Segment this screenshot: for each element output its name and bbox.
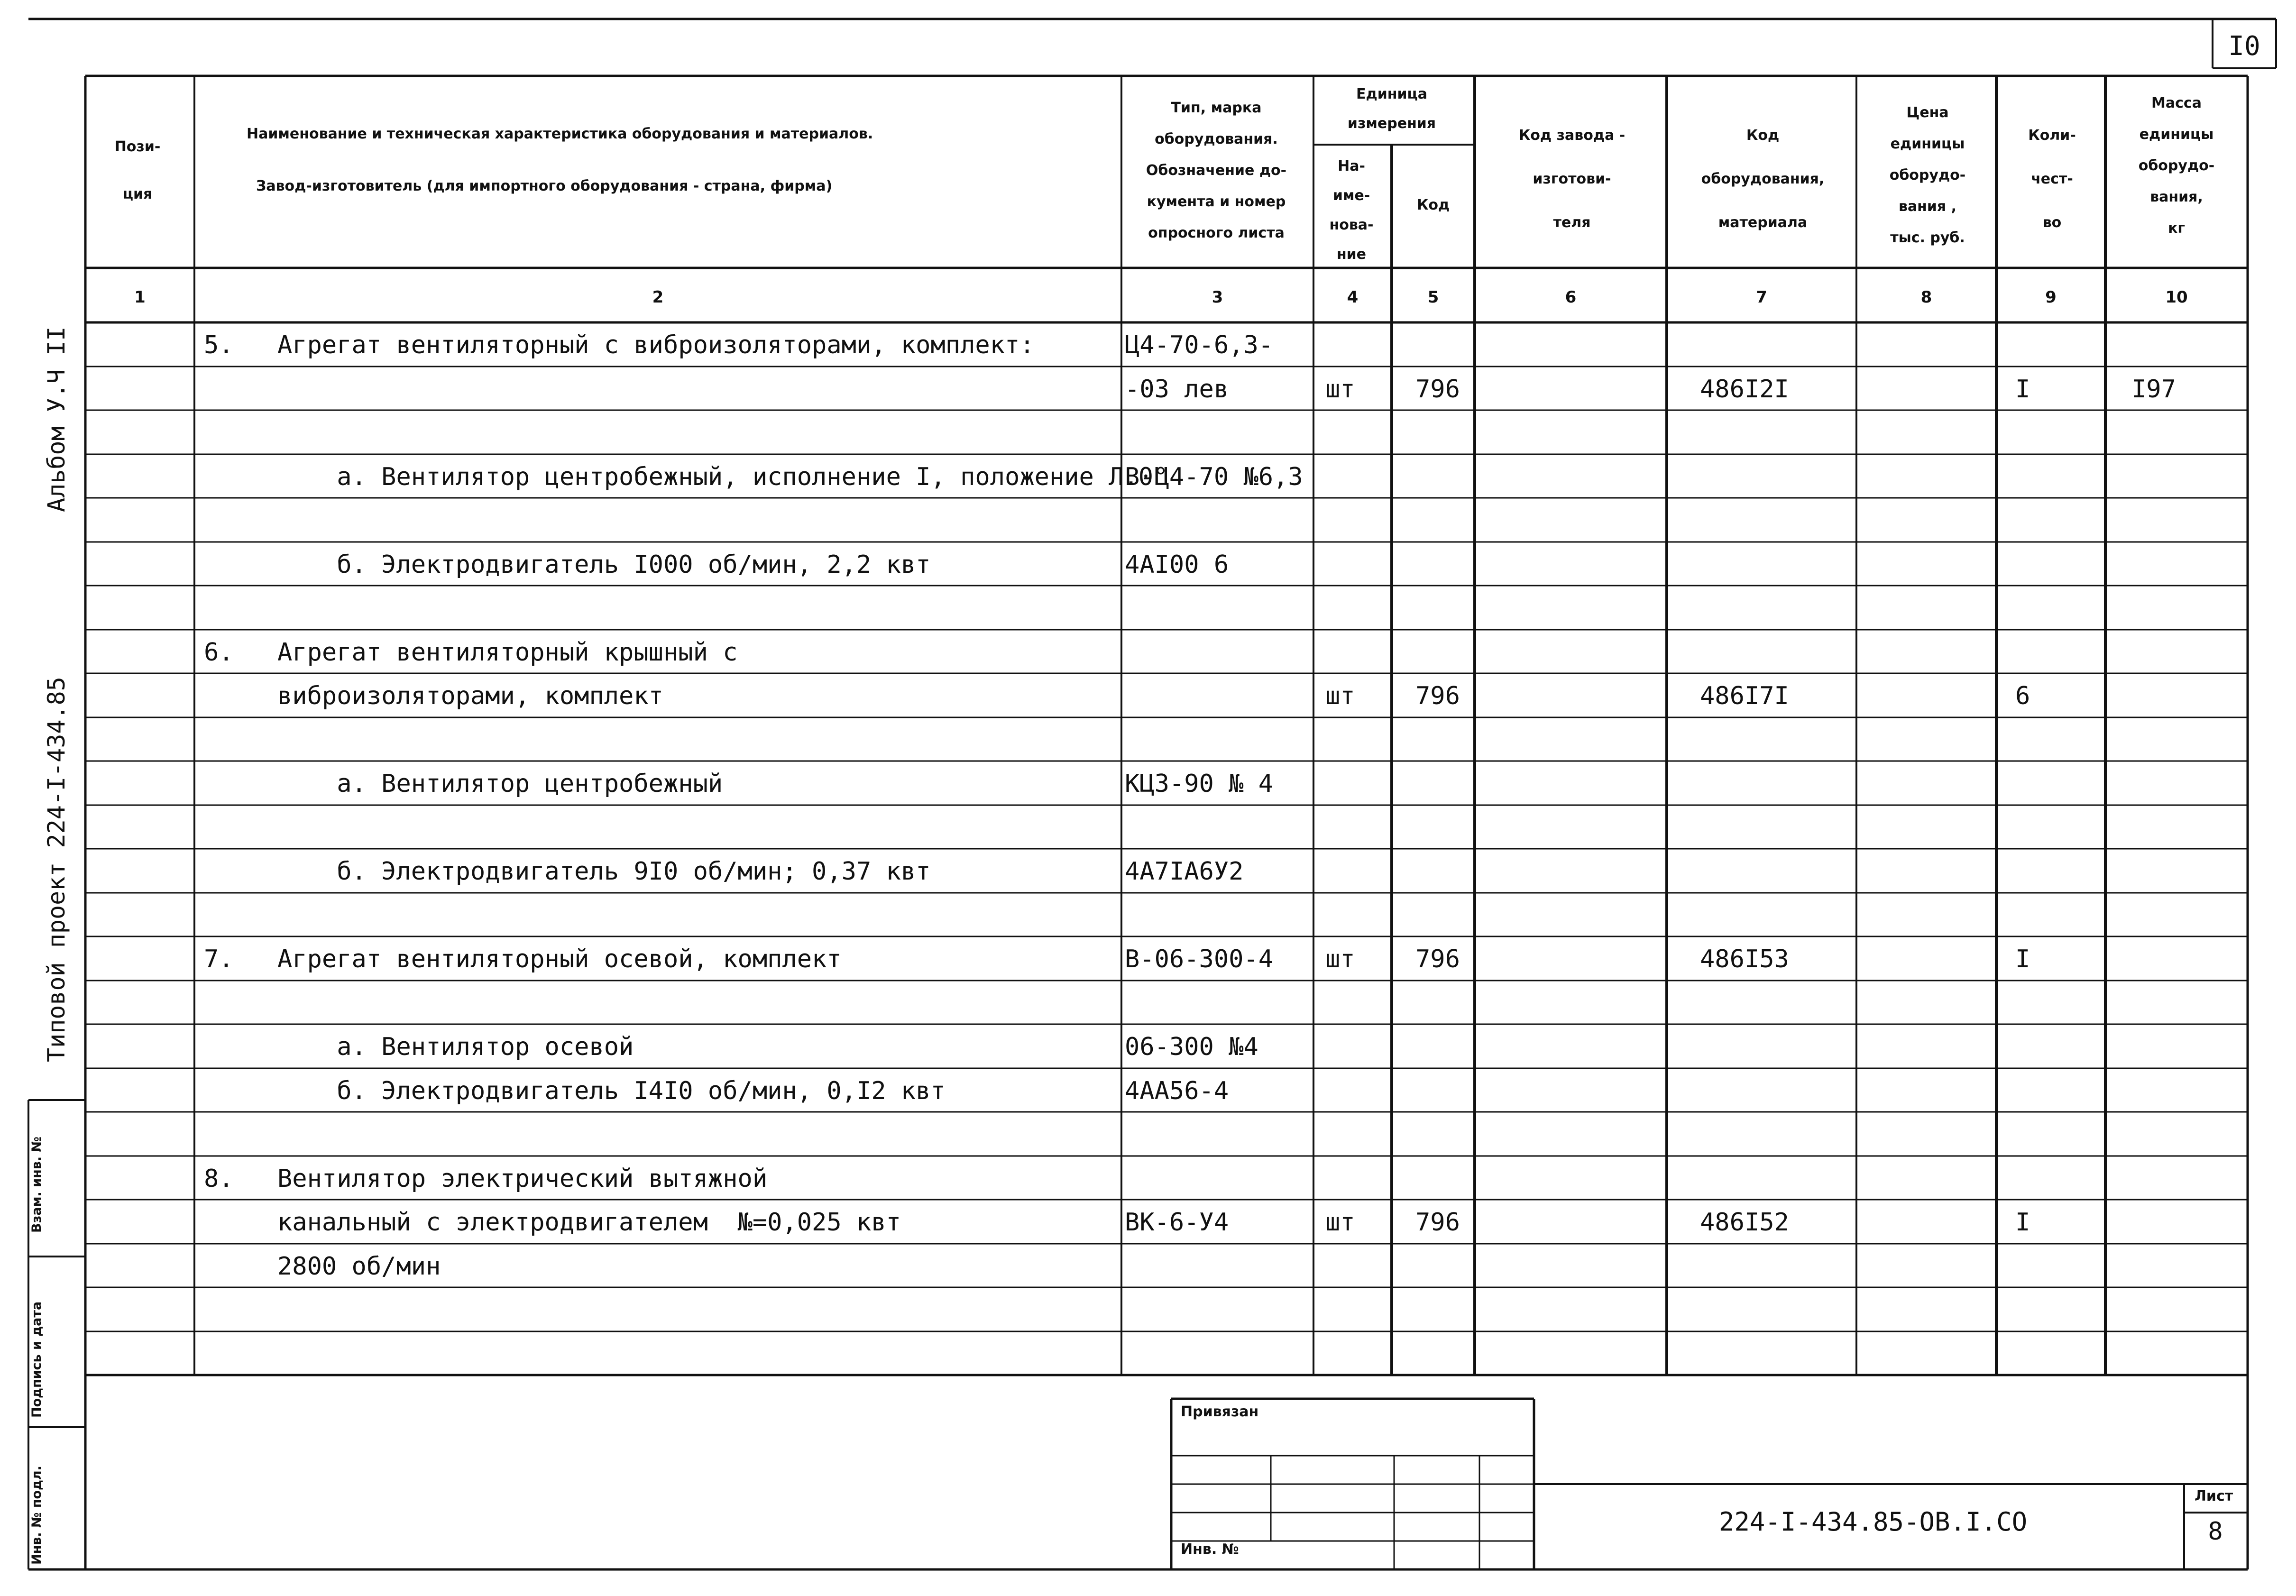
row-unit-code: 796 xyxy=(1415,682,1460,710)
row-position: 8. xyxy=(204,1165,234,1193)
row-name: б. Электродвигатель 9I0 об/мин; 0,37 квт xyxy=(277,857,931,886)
row-name: б. Электродвигатель I4I0 об/мин, 0,I2 квт xyxy=(277,1077,946,1105)
row-type: ВК-6-У4 xyxy=(1125,1208,1229,1237)
column-number-4: 4 xyxy=(1347,288,1359,307)
header-equipment-code: Код оборудования, материала xyxy=(1701,127,1825,231)
row-name: б. Электродвигатель I000 об/мин, 2,2 квт xyxy=(277,550,931,579)
column-number-8: 8 xyxy=(1920,288,1932,307)
row-unit: шт xyxy=(1325,945,1355,973)
sheet-label: Лист xyxy=(2195,1488,2233,1504)
header-price: Цена единицы оборудо- вания , тыс. руб. xyxy=(1889,104,1966,246)
header-factory-code: Код завода - изготови- теля xyxy=(1518,127,1626,231)
row-quantity: I xyxy=(2015,945,2030,973)
row-quantity: I xyxy=(2015,1208,2030,1237)
header-unit-name: На- име- нова- ние xyxy=(1329,158,1374,263)
row-name: а. Вентилятор центробежный xyxy=(277,770,723,798)
header-unit: Единица измерения xyxy=(1347,86,1436,132)
header-mass: Масса единицы оборудо- вания, кг xyxy=(2138,95,2215,237)
row-type: 06-300 №4 xyxy=(1125,1033,1258,1061)
page-number: I0 xyxy=(2228,31,2260,62)
row-name: Вентилятор электрический вытяжной xyxy=(277,1165,768,1193)
row-unit: шт xyxy=(1325,375,1355,404)
row-quantity: 6 xyxy=(2015,682,2030,710)
side-label-standard-project: Типовой проект 224-I-434.85 xyxy=(43,677,70,1062)
row-unit-code: 796 xyxy=(1415,1208,1460,1237)
row-position: 6. xyxy=(204,638,234,667)
row-unit-code: 796 xyxy=(1415,945,1460,973)
row-position: 7. xyxy=(204,945,234,973)
column-number-9: 9 xyxy=(2045,288,2057,307)
row-type: -03 лев xyxy=(1125,375,1229,404)
row-name: а. Вентилятор центробежный, исполнение I, положение Л.0° xyxy=(277,463,1168,491)
document-number: 224-I-434.85-ОВ.I.СО xyxy=(1718,1507,2028,1537)
row-type: В-Ц4-70 №6,3 xyxy=(1125,463,1303,491)
row-unit: шт xyxy=(1325,1208,1355,1237)
stamp-privyazan: Привязан xyxy=(1181,1403,1259,1420)
header-name-line2: Завод-изготовитель (для импортного оборудования - страна, фирма) xyxy=(256,178,833,194)
column-number-2: 2 xyxy=(652,288,664,307)
row-equipment-code: 486I52 xyxy=(1700,1208,1789,1237)
column-number-10: 10 xyxy=(2165,288,2188,307)
header-unit-code: Код xyxy=(1416,197,1450,213)
column-number-5: 5 xyxy=(1427,288,1439,307)
column-number-7: 7 xyxy=(1756,288,1767,307)
side-label-inv-podl: Инв. № подл. xyxy=(29,1466,44,1565)
row-equipment-code: 486I2I xyxy=(1700,375,1789,404)
row-name: виброизоляторами, комплект xyxy=(277,682,663,710)
column-number-6: 6 xyxy=(1565,288,1577,307)
row-unit: шт xyxy=(1325,682,1355,710)
stamp-inv-no: Инв. № xyxy=(1181,1541,1239,1558)
header-quantity: Коли- чест- во xyxy=(2028,127,2076,231)
side-label-vzam-inv: Взам. инв. № xyxy=(29,1136,44,1233)
row-name: а. Вентилятор осевой xyxy=(277,1033,634,1061)
column-number-3: 3 xyxy=(1212,288,1223,307)
row-type: В-06-300-4 xyxy=(1125,945,1274,973)
row-name: канальный с электродвигателем №=0,025 квт xyxy=(277,1208,901,1237)
row-type: Ц4-70-6,3- xyxy=(1125,331,1274,359)
side-label-podpis-data: Подпись и дата xyxy=(29,1301,44,1418)
header-position: Пози- ция xyxy=(114,138,161,202)
row-unit-code: 796 xyxy=(1415,375,1460,404)
row-mass: I97 xyxy=(2131,375,2176,404)
row-type: 4АI00 6 xyxy=(1125,550,1229,579)
row-equipment-code: 486I53 xyxy=(1700,945,1789,973)
side-label-album: Альбом У.Ч II xyxy=(43,326,70,512)
row-type: 4А7IА6У2 xyxy=(1125,857,1244,886)
row-type: КЦ3-90 № 4 xyxy=(1125,770,1274,798)
row-position: 5. xyxy=(204,331,234,359)
sheet-number: 8 xyxy=(2208,1517,2223,1546)
row-equipment-code: 486I7I xyxy=(1700,682,1789,710)
row-name: Агрегат вентиляторный осевой, комплект xyxy=(277,945,842,973)
row-name: 2800 об/мин xyxy=(277,1252,441,1281)
header-type: Тип, марка оборудования. Обозначение до- кумента и номер опросного листа xyxy=(1146,100,1287,241)
column-number-1: 1 xyxy=(134,288,146,307)
row-quantity: I xyxy=(2015,375,2030,404)
row-name: Агрегат вентиляторный с виброизоляторами, комплект: xyxy=(277,331,1035,359)
row-type: 4АА56-4 xyxy=(1125,1077,1229,1105)
header-name-line1: Наименование и техническая характеристика оборудования и материалов. xyxy=(247,126,873,142)
row-name: Агрегат вентиляторный крышный с xyxy=(277,638,738,667)
